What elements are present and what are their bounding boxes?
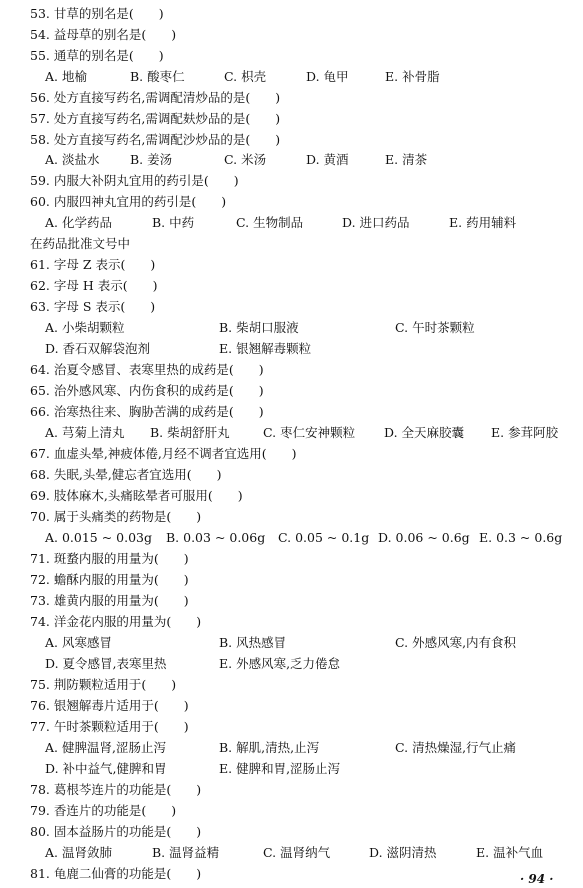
option-e: E. 温补气血: [476, 845, 544, 860]
option-e: E. 健脾和胃,涩肠止泻: [219, 761, 341, 776]
option-a: A. 芎菊上清丸: [45, 425, 125, 440]
option-c: C. 外感风寒,内有食积: [395, 635, 517, 650]
option-e: E. 补骨脂: [385, 69, 440, 84]
option-a: A. 化学药品: [45, 215, 112, 230]
question-57: 57. 处方直接写药名,需调配麸炒品的是( ): [30, 111, 281, 126]
question-59: 59. 内服大补阴丸宜用的药引是( ): [30, 173, 239, 188]
option-d: D. 0.06 ~ 0.6g: [378, 530, 470, 545]
option-d: D. 全天麻胶囊: [384, 425, 465, 440]
question-80: 80. 固本益肠片的功能是( ): [30, 824, 202, 839]
option-a: A. 温肾敛肺: [45, 845, 112, 860]
question-61: 61. 字母 Z 表示( ): [30, 257, 156, 272]
question-73: 73. 雄黄内服的用量为( ): [30, 593, 189, 608]
question-64: 64. 治夏令感冒、表寒里热的成药是( ): [30, 362, 264, 377]
option-a: A. 0.015 ~ 0.03g: [45, 530, 153, 545]
option-a: A. 地榆: [45, 69, 87, 84]
question-53: 53. 甘草的别名是( ): [30, 6, 164, 21]
question-65: 65. 治外感风寒、内伤食积的成药是( ): [30, 383, 264, 398]
question-62: 62. 字母 H 表示( ): [30, 278, 158, 293]
question-54: 54. 益母草的别名是( ): [30, 27, 177, 42]
question-76: 76. 银翘解毒片适用于( ): [30, 698, 189, 713]
option-b: B. 风热感冒: [219, 635, 287, 650]
option-d: D. 进口药品: [342, 215, 410, 230]
option-c: C. 生物制品: [236, 215, 304, 230]
option-c: C. 温肾纳气: [263, 845, 331, 860]
question-70: 70. 属于头痛类的药物是( ): [30, 509, 202, 524]
option-d: D. 龟甲: [306, 69, 349, 84]
option-b: B. 酸枣仁: [130, 69, 185, 84]
option-b: B. 柴胡口服液: [219, 320, 299, 335]
option-e: E. 清茶: [385, 152, 428, 167]
option-b: B. 解肌,清热,止泻: [219, 740, 320, 755]
option-c: C. 0.05 ~ 0.1g: [278, 530, 370, 545]
question-77: 77. 午时茶颗粒适用于( ): [30, 719, 189, 734]
option-e: E. 外感风寒,乏力倦怠: [219, 656, 341, 671]
option-b: B. 柴胡舒肝丸: [150, 425, 230, 440]
question-group-intro: 在药品批准文号中: [30, 236, 131, 251]
question-67: 67. 血虚头晕,神疲体倦,月经不调者宜选用( ): [30, 446, 297, 461]
question-74: 74. 洋金花内服的用量为( ): [30, 614, 202, 629]
option-d: D. 黄酒: [306, 152, 349, 167]
option-d: D. 香石双解袋泡剂: [45, 341, 151, 356]
question-58: 58. 处方直接写药名,需调配沙炒品的是( ): [30, 132, 281, 147]
option-b: B. 中药: [152, 215, 195, 230]
question-79: 79. 香连片的功能是( ): [30, 803, 177, 818]
option-a: A. 风寒感冒: [45, 635, 112, 650]
option-c: C. 午时茶颗粒: [395, 320, 475, 335]
option-b: B. 温肾益精: [152, 845, 220, 860]
option-e: E. 0.3 ~ 0.6g: [479, 530, 563, 545]
option-b: B. 0.03 ~ 0.06g: [166, 530, 266, 545]
question-66: 66. 治寒热往来、胸胁苦满的成药是( ): [30, 404, 264, 419]
question-69: 69. 肢体麻木,头痛眩晕者可服用( ): [30, 488, 243, 503]
option-e: E. 银翘解毒颗粒: [219, 341, 312, 356]
option-c: C. 枣仁安神颗粒: [263, 425, 356, 440]
option-a: A. 健脾温肾,涩肠止泻: [45, 740, 166, 755]
option-d: D. 补中益气,健脾和胃: [45, 761, 167, 776]
option-c: C. 枳壳: [224, 69, 267, 84]
question-78: 78. 葛根芩连片的功能是( ): [30, 782, 202, 797]
question-71: 71. 斑蝥内服的用量为( ): [30, 551, 189, 566]
page-number: · 94 ·: [520, 872, 554, 886]
question-75: 75. 荆防颗粒适用于( ): [30, 677, 177, 692]
question-55: 55. 通草的别名是( ): [30, 48, 164, 63]
option-c: C. 米汤: [224, 152, 267, 167]
question-63: 63. 字母 S 表示( ): [30, 299, 156, 314]
question-72: 72. 蟾酥内服的用量为( ): [30, 572, 189, 587]
question-81: 81. 龟鹿二仙膏的功能是( ): [30, 866, 202, 881]
option-d: D. 夏令感冒,表寒里热: [45, 656, 167, 671]
option-e: E. 参茸阿胶: [491, 425, 559, 440]
option-d: D. 滋阴清热: [369, 845, 437, 860]
question-68: 68. 失眠,头晕,健忘者宜选用( ): [30, 467, 222, 482]
question-56: 56. 处方直接写药名,需调配清炒品的是( ): [30, 90, 281, 105]
question-60: 60. 内服四神丸宜用的药引是( ): [30, 194, 227, 209]
option-e: E. 药用辅料: [449, 215, 517, 230]
option-a: A. 淡盐水: [45, 152, 100, 167]
option-a: A. 小柴胡颗粒: [45, 320, 125, 335]
option-c: C. 清热燥湿,行气止痛: [395, 740, 517, 755]
option-b: B. 姜汤: [130, 152, 173, 167]
